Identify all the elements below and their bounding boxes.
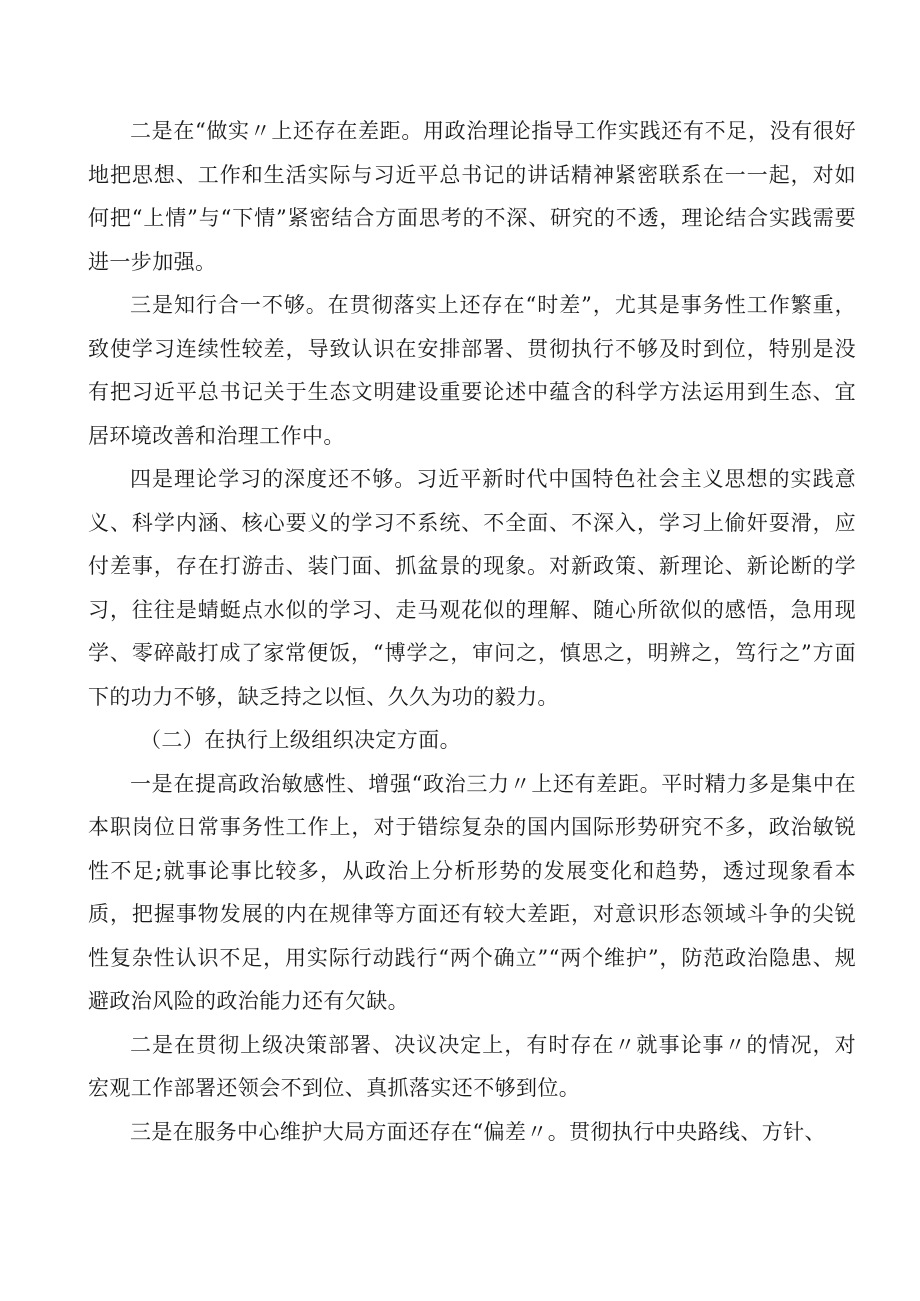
paragraph-implement-decisions: 二是在贯彻上级决策部署、决议决定上，有时存在〃就事论事〃的情况，对宏观工作部署还领会不到位、真抓落实还不够到位。 <box>88 1032 856 1100</box>
section-heading-execution: （二）在执行上级组织决定方面。 <box>140 728 461 752</box>
paragraph-theory-depth: 四是理论学习的深度还不够。习近平新时代中国特色社会主义思想的实践意义、科学内涵、核心要义的学习不系统、不全面、不深入，学习上偷奸耍滑，应付差事，存在打游击、装门面、抓盆景的现象。对新政策、新理论、新论断的学习，往往是蜻蜓点水似的学习、走马观花似的理解、随心所欲似的感悟，急用现学、零碎敲打成了家常便饭，“博学之，审问之，慎思之，明辨之，笃行之”方面下的功力不够，缺乏持之以恒、久久为功的毅力。 <box>88 467 856 709</box>
paragraph-political-sensitivity: 一是在提高政治敏感性、增强“政治三力〃上还有差距。平时精力多是集中在本职岗位日常事务性工作上，对于错综复杂的国内国际形势研究不多，政治敏锐性不足;就事论事比较多，从政治上分析形势的发展变化和趋势，透过现象看本质，把握事物发展的内在规律等方面还有较大差距，对意识形态领域斗争的尖锐性复杂性认识不足，用实际行动践行“两个确立”“两个维护”，防范政治隐患、规避政治风险的政治能力还有欠缺。 <box>88 771 856 1013</box>
paragraph-serve-center: 三是在服务中心维护大局方面还存在“偏差〃。贯彻执行中央路线、方针、 <box>130 1119 826 1144</box>
paragraph-zuoshi-gap: 二是在“做实〃上还存在差距。用政治理论指导工作实践还有不足，没有很好地把思想、工作和生活实际与习近平总书记的讲话精神紧密联系在一一起，对如何把“上情”与“下情”紧密结合方面思考的不深、研究的不透，理论结合实践需要进一步加强。 <box>88 119 856 274</box>
document-body <box>88 110 856 1154</box>
paragraph-zhixing-heyi: 三是知行合一不够。在贯彻落实上还存在“时差”，尤其是事务性工作繁重，致使学习连续性较差，导致认识在安排部署、贯彻执行不够及时到位，特别是没有把习近平总书记关于生态文明建设重要论述中蕴含的科学方法运用到生态、宜居环境改善和治理工作中。 <box>88 293 856 448</box>
